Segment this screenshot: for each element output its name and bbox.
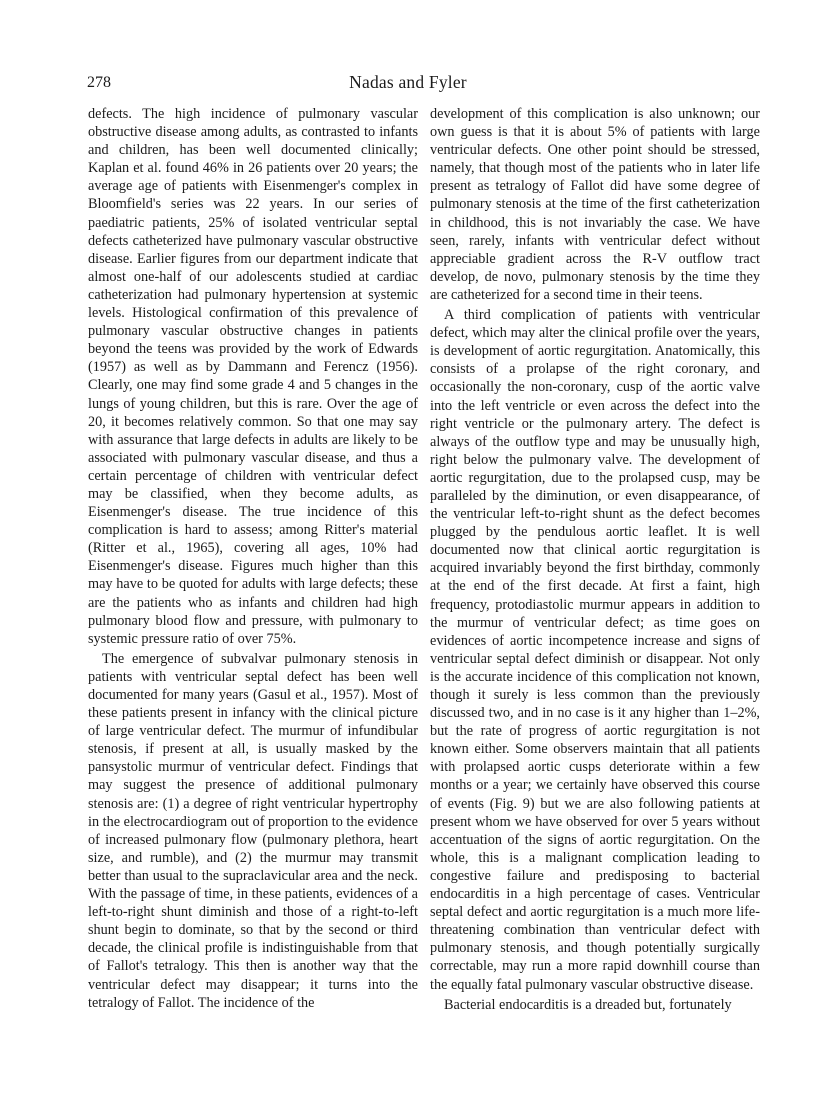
paragraph: defects. The high incidence of pulmonary vascular obstructive disease among adults, as contrasted to infants and children, has been well documented clinically; Kaplan et al. found 46% in 26 patients over 20 years; the average age of patients with Eisenmenger's complex in Bloomfield's series was 22 years. In our series of paediatric patients, 25% of isolated ventricular septal defects catheterized have pulmonary vascular obstructive disease. Earlier figures from our department indicate that almost one-half of our adolescents studied at cardiac catheterization had pulmonary hypertension at systemic levels. Histological confirmation of this prevalence of pulmonary vascular obstructive changes in patients beyond the teens was provided by the work of Edwards (1957) as well as by Dammann and Ferencz (1956). Clearly, one may find some grade 4 and 5 changes in the lungs of young children, but this is rare. Over the age of 20, it becomes relatively common. So that one may say with assurance that large defects in adults are likely to be associated with pulmonary vascular disease, and thus a certain percentage of children with ventricular defect may be classified, when they become adults, as Eisenmenger's disease. The true incidence of this complication is hard to assess; among Ritter's material (Ritter et al., 1965), covering all ages, 10% had Eisenmenger's disease. Figures much higher than this may have to be quoted for adults with large defects; these are the patients who as infants and children had high pulmonary blood flow and pressure, with pulmonary to systemic pressure ratio of over 75%. xyxy=(88,106,418,647)
running-title: Nadas and Fyler xyxy=(349,72,467,92)
paragraph: The emergence of subvalvar pulmonary stenosis in patients with ventricular septal defect has been well documented for many years (Gasul et al., 1957). Most of these patients present in infancy with the clinical picture of large ventricular defect. The murmur of infundibular stenosis, if present at all, is usually masked by the pansystolic murmur of ventricular defect. Findings that may suggest the presence of additional pulmonary stenosis are: (1) a degree of right ventricular hypertrophy in the electrocardiogram out of proportion to the evidence of increased pulmonary flow (pulmonary plethora, heart size, and rumble), and (2) the murmur may transmit better than usual to the supraclavicular area and the neck. With the passage of time, in these patients, evidences of a left-to-right shunt diminish and those of a right-to-left shunt begin to dominate, so that by the second or third decade, the clinical profile is indistinguishable from that of Fallot's tetralogy. This then is another way that the ventricular defect may disappear; it turns into the tetralogy of Fallot. The incidence of the xyxy=(88,650,419,1011)
paragraph: A third complication of patients with ventricular defect, which may alter the clinical profile over the years, is development of aortic regurgitation. Anatomically, this consists of a prolapse of the right coronary, and occasionally the non-coronary, cusp of the aortic valve into the left ventricle or even across the defect into the right ventricle or the pulmonary artery. The defect is always of the outflow type and may be unusually high, right below the pulmonary valve. The development of aortic regurgitation, due to the prolapsed cusp, may be paralleled by the diminution, or even disappearance, of the ventricular left-to-right shunt as the defect becomes plugged by the pendulous aortic leaflet. It is well documented now that clinical aortic regurgitation is acquired invariably beyond the first birthday, commonly at the end of the first decade. At first a faint, high frequency, protodiastolic murmur appears in addition to the murmur of ventricular defect; as time goes on evidences of aortic incompetence increase and signs of ventricular septal defect diminish or disappear. Not only is the accurate incidence of this complication not known, though it surely is less common than the previously discussed two, and in no case is it any higher than 1–2%, but the rate of progress of aortic regurgitation is not known either. Some observers maintain that all patients with prolapsed aortic cusps deteriorate within a few months or a year; we certainly have observed this course of events (Fig. 9) but we are also following patients at present whom we have observed for over 5 years without accentuation of the signs of aortic regurgitation. On the whole, this is a malignant complication leading to congestive failure and predisposing to bacterial endocarditis in a high percentage of cases. Ventricular septal defect and aortic regurgitation is a much more life-threatening combination than ventricular defect with pulmonary stenosis, and though potentially surgically correctable, may run a more rapid downhill course than the equally fatal pulmonary vascular obstructive disease. xyxy=(430,307,760,993)
paragraph: Bacterial endocarditis is a dreaded but, fortunately xyxy=(444,996,732,1013)
left-column xyxy=(88,105,418,1012)
paragraph: development of this complication is also unknown; our own guess is that it is about 5% of patients with large ventricular defects. One other point should be stressed, namely, that though most of the patients who in later life present as tetralogy of Fallot did have some degree of pulmonary stenosis at the time of the first catheterization in childhood, this is not invariably the case. We have seen, rarely, infants with ventricular defect without appreciable gradient across the R-V outflow tract develop, de novo, pulmonary stenosis by the time they are catheterized for a second time in their teens. xyxy=(430,106,760,303)
right-column xyxy=(430,105,760,1014)
page-number: 278 xyxy=(87,74,111,91)
